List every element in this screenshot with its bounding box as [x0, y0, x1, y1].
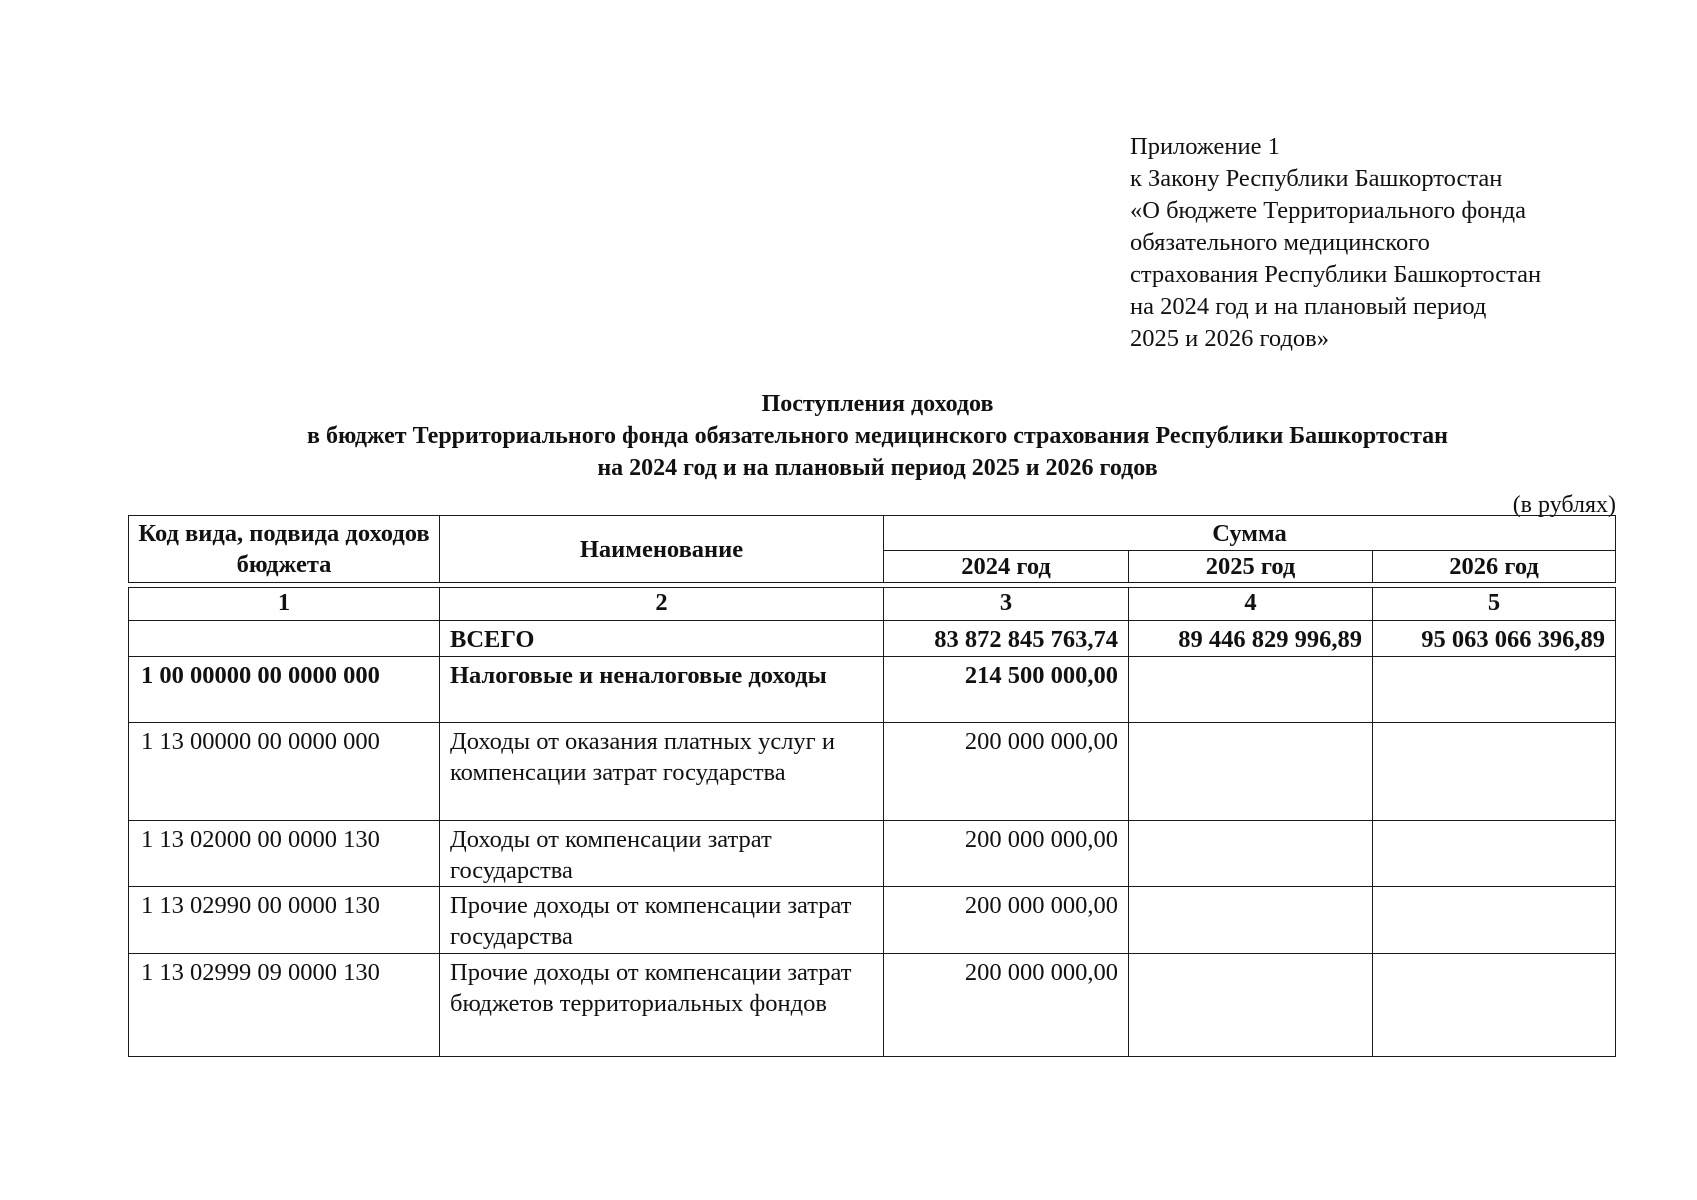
header-2025: 2025 год — [1128, 550, 1373, 583]
table-row-2025 — [1128, 722, 1373, 821]
table-row-2025 — [1128, 656, 1373, 723]
col-number-1: 1 — [128, 587, 440, 621]
col-number-3: 3 — [883, 587, 1129, 621]
table-row-2024: 200 000 000,00 — [883, 953, 1129, 1057]
table-row-2026 — [1372, 820, 1616, 887]
header-2024: 2024 год — [883, 550, 1129, 583]
row-total-code — [128, 620, 440, 657]
table-row-name: Доходы от оказания платных услуг и компенсации затрат государства — [439, 722, 884, 821]
header-sum: Сумма — [883, 515, 1616, 551]
units-note: (в рублях) — [1512, 492, 1616, 518]
table-row-2025 — [1128, 886, 1373, 954]
table-row-2025 — [1128, 953, 1373, 1057]
appendix-line: Приложение 1 — [1130, 133, 1280, 160]
table-row-code: 1 00 00000 00 0000 000 — [128, 656, 440, 723]
row-total-name: ВСЕГО — [439, 620, 884, 657]
title-line-3: на 2024 год и на плановый период 2025 и 2026 годов — [597, 455, 1158, 481]
table-row-2024: 200 000 000,00 — [883, 820, 1129, 887]
table-row-2026 — [1372, 886, 1616, 954]
col-number-5: 5 — [1372, 587, 1616, 621]
document-title — [0, 388, 1697, 484]
col-number-4: 4 — [1128, 587, 1373, 621]
table-row-code: 1 13 00000 00 0000 000 — [128, 722, 440, 821]
table-row-name: Налоговые и неналоговые доходы — [439, 656, 884, 723]
title-line-2: в бюджет Территориального фонда обязательного медицинского страхования Республики Башкортостан — [306, 423, 1448, 449]
table-row-2024: 214 500 000,00 — [883, 656, 1129, 723]
table-row-2026 — [1372, 656, 1616, 723]
header-name: Наименование — [439, 515, 884, 583]
header-code: Код вида, подвида доходов бюджета — [128, 515, 440, 583]
appendix-line: к Закону Республики Башкортостан — [1130, 165, 1503, 192]
appendix-line: 2025 и 2026 годов» — [1130, 325, 1330, 352]
table-row-2026 — [1372, 722, 1616, 821]
table-row-name: Прочие доходы от компенсации затрат государства — [439, 886, 884, 954]
table-row-code: 1 13 02999 09 0000 130 — [128, 953, 440, 1057]
appendix-line: на 2024 год и на плановый период — [1130, 293, 1487, 320]
table-row-2026 — [1372, 953, 1616, 1057]
appendix-note — [1130, 131, 1541, 355]
table-row-name: Доходы от компенсации затрат государства — [439, 820, 884, 887]
table-row-name: Прочие доходы от компенсации затрат бюджетов территориальных фондов — [439, 953, 884, 1057]
row-total-2025: 89 446 829 996,89 — [1128, 620, 1373, 657]
table-row-code: 1 13 02990 00 0000 130 — [128, 886, 440, 954]
appendix-line: «О бюджете Территориального фонда — [1130, 197, 1526, 224]
revenue-table — [128, 515, 1616, 1058]
title-line-1: Поступления доходов — [761, 391, 994, 417]
col-number-2: 2 — [439, 587, 884, 621]
header-2026: 2026 год — [1372, 550, 1616, 583]
table-row-2024: 200 000 000,00 — [883, 886, 1129, 954]
table-row-2025 — [1128, 820, 1373, 887]
row-total-2026: 95 063 066 396,89 — [1372, 620, 1616, 657]
table-row-code: 1 13 02000 00 0000 130 — [128, 820, 440, 887]
table-row-2024: 200 000 000,00 — [883, 722, 1129, 821]
appendix-line: обязательного медицинского — [1130, 229, 1430, 256]
row-total-2024: 83 872 845 763,74 — [883, 620, 1129, 657]
appendix-line: страхования Республики Башкортостан — [1130, 261, 1542, 288]
